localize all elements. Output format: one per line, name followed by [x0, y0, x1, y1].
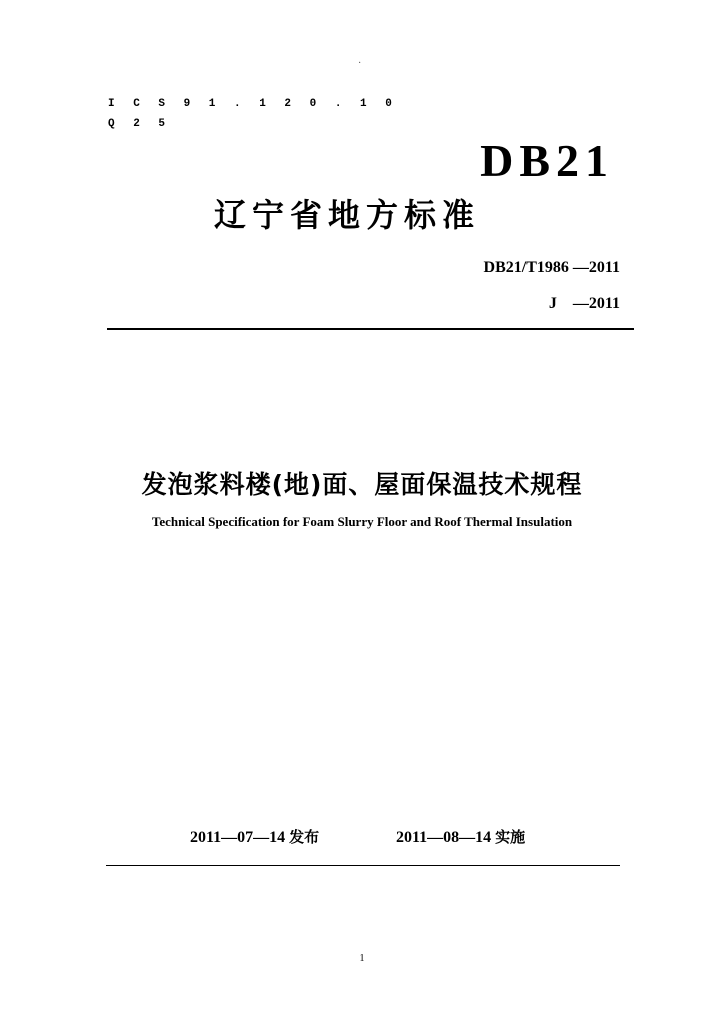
- implement-date-value: 2011—08—14: [396, 829, 492, 846]
- implement-label: 实施: [495, 828, 526, 846]
- document-title-en: Technical Specification for Foam Slurry Floor and Roof Thermal Insulation: [151, 514, 573, 529]
- issue-date: [190, 826, 319, 847]
- issue-date-value: 2011—07—14: [190, 829, 286, 846]
- implement-date: [396, 826, 525, 847]
- standard-code: DB21: [480, 135, 614, 186]
- j-number: J —2011: [548, 295, 620, 312]
- ccs-code: Q 2 5: [108, 118, 172, 130]
- page-number: 1: [359, 953, 365, 964]
- top-divider: [107, 328, 634, 330]
- document-title-cn: 发泡浆料楼(地)面、屋面保温技术规程: [141, 470, 583, 499]
- standard-number: DB21/T1986 —2011: [483, 259, 620, 276]
- ics-code: I C S 9 1 . 1 2 0 . 1 0: [108, 98, 398, 110]
- bottom-divider: [106, 865, 620, 866]
- issue-label: 发布: [289, 828, 320, 846]
- standard-type-title: 辽宁省地方标准: [214, 196, 481, 234]
- header-mark: ·: [358, 58, 362, 69]
